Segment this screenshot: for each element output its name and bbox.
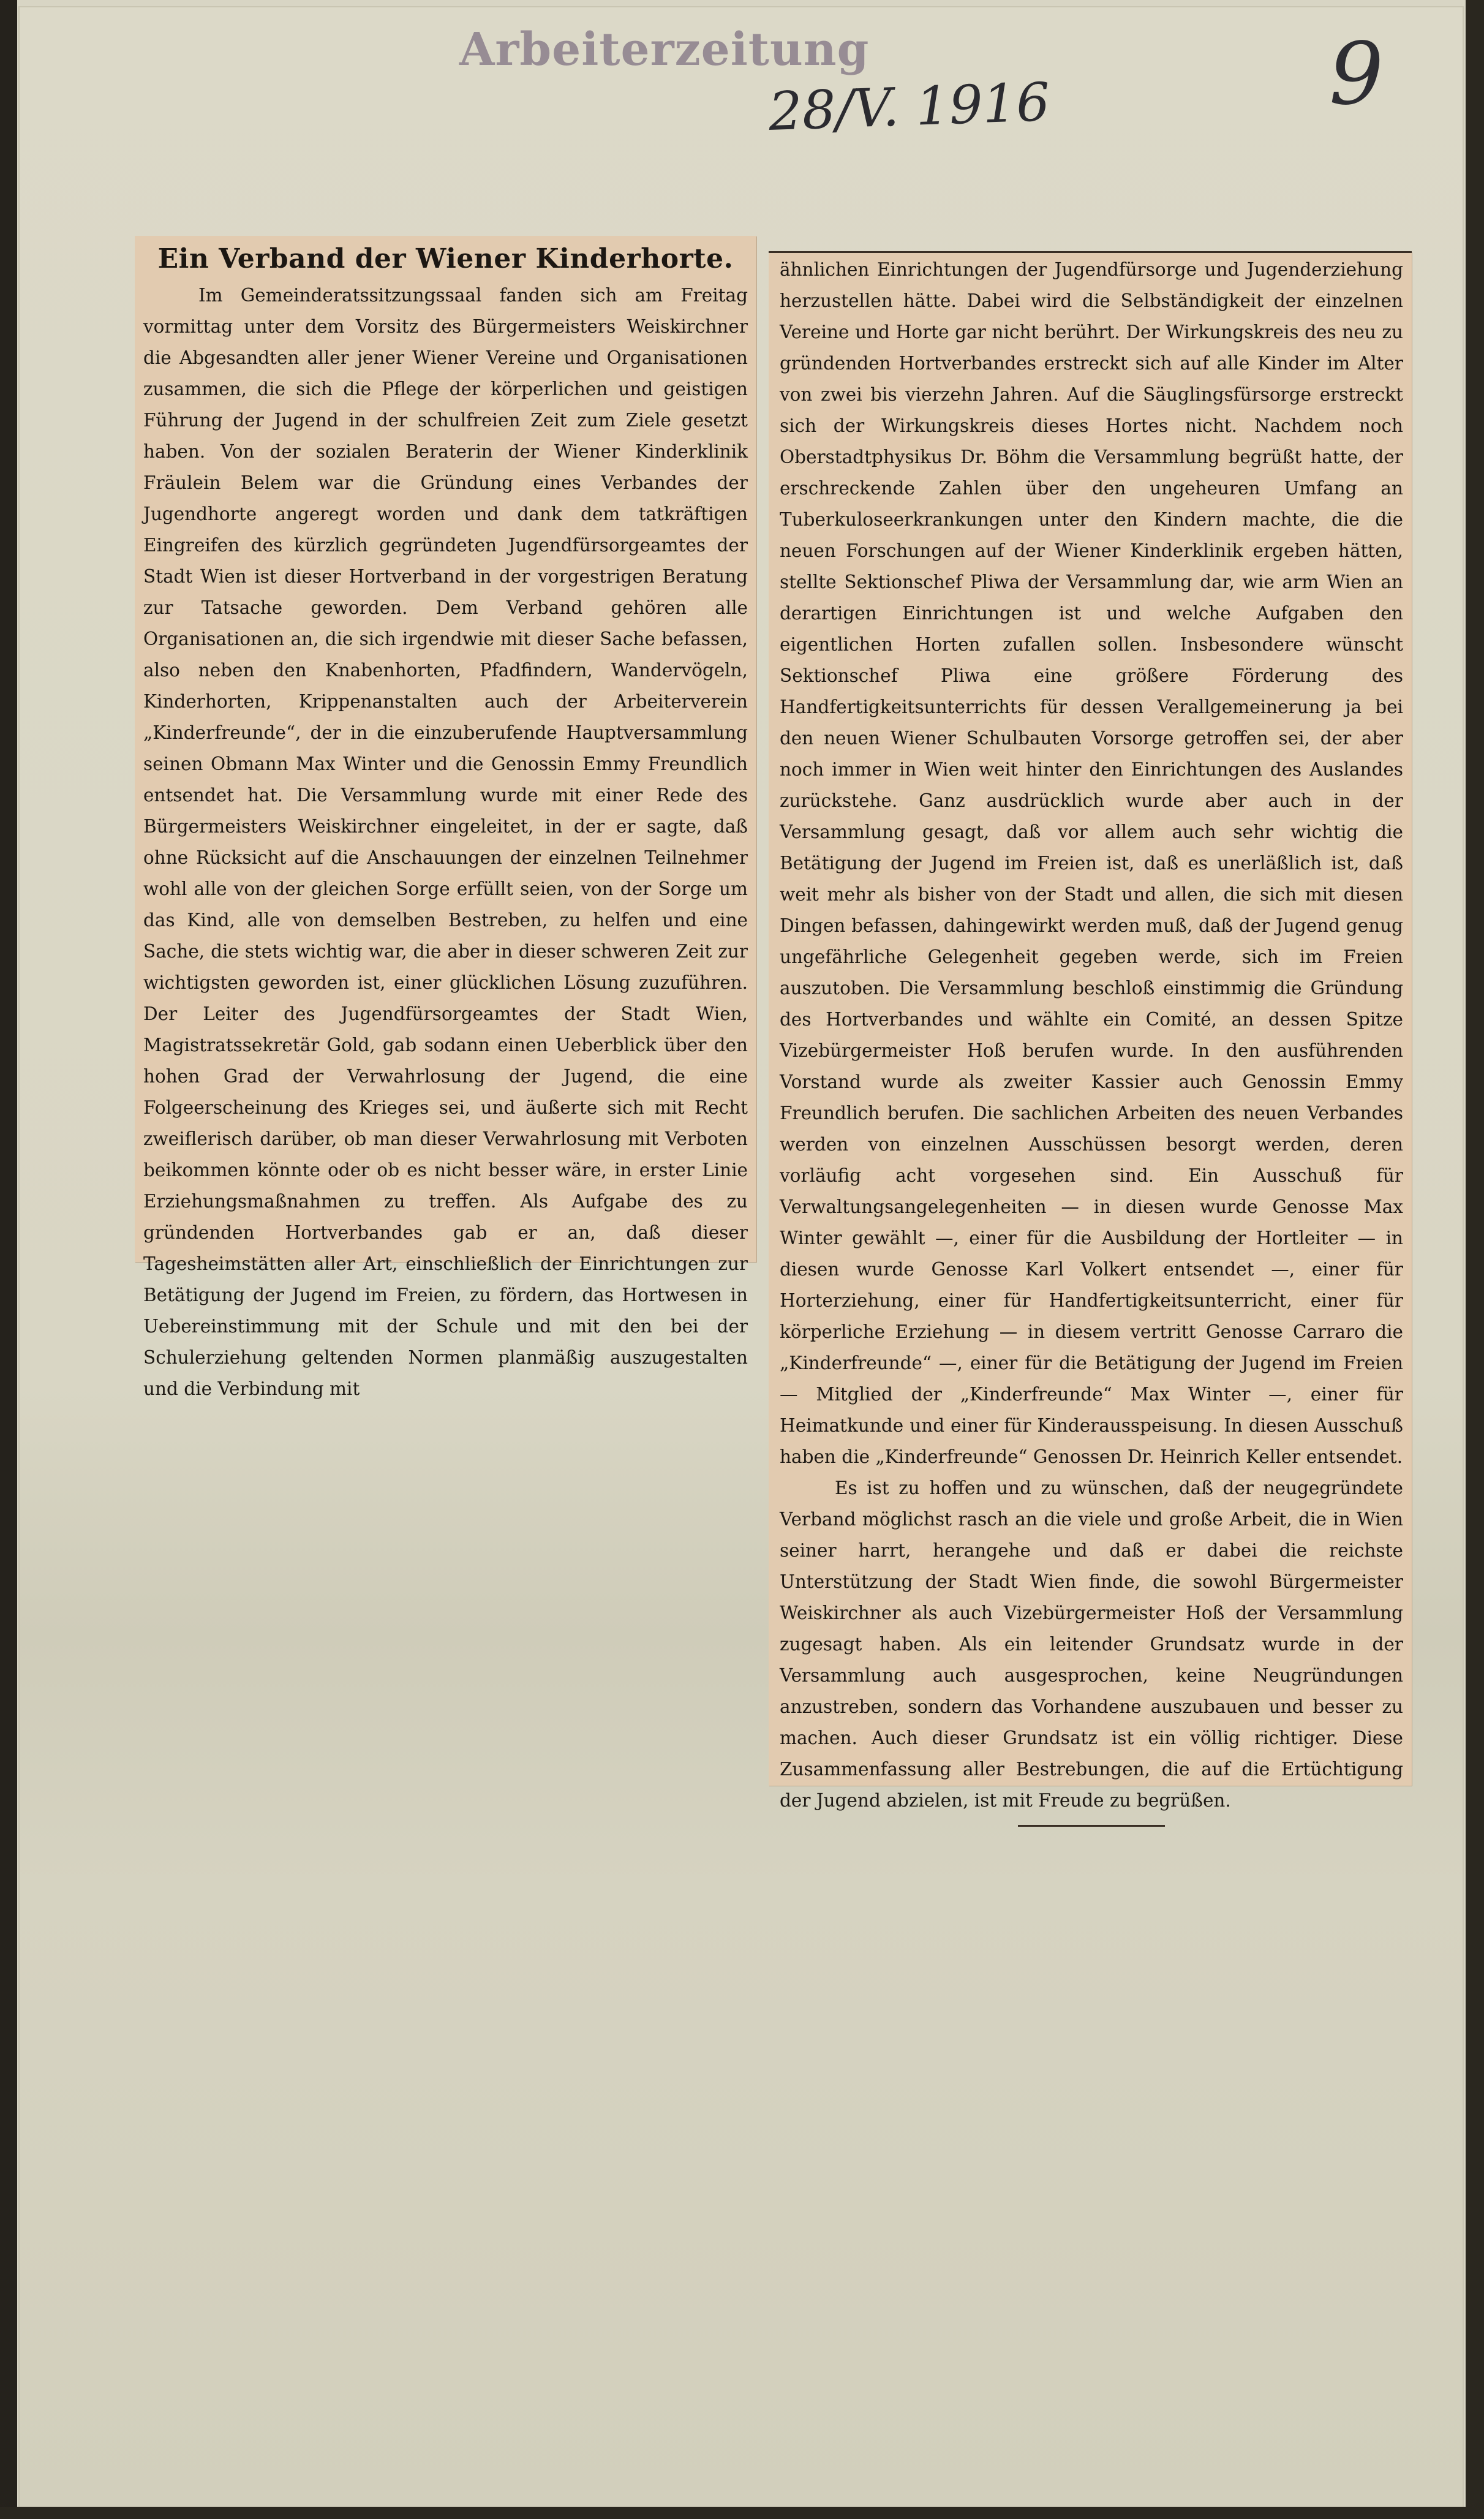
clipping-left-column bbox=[135, 236, 756, 1399]
article-end-rule bbox=[1018, 1825, 1165, 1827]
scan-bottom-border bbox=[0, 2507, 1484, 2519]
article-column-2-paragraph-1: ähnlichen Einrichtungen der Jugendfürsorge und Jugenderziehung herzustellen hätte. Dabei wird die Selbständigkeit der einzelnen Vereine und Horte gar nicht berührt. Der Wirkungskreis des neu zu gründenden Hortverbandes erstreckt sich auf alle Kinder im Alter von zwei bis vierzehn Jahren. Auf die Säuglingsfürsorge erstreckt sich der Wirkungskreis dieses Hortes nicht. Nachdem noch Oberstadtphysikus Dr. Böhm die Versammlung begrüßt hatte, der erschreckende Zahlen über den ungeheuren Umfang an Tuberkuloseerkrankungen unter den Kindern machte, die die neuen Forschungen auf der Wiener Kinderklinik ergeben hätten, stellte Sektionschef Pliwa der Versammlung dar, wie arm Wien an derartigen Einrichtungen ist und welche Aufgaben den eigentlichen Horten zufallen sollen. Insbesondere wünscht Sektionschef Pliwa eine größere Förderung des Handfertigkeitsunterrichts für dessen Verallgemeinerung ja bei den neuen Wiener Schulbauten Vorsorge getroffen sei, der aber noch immer in Wien weit hinter den Einrichtungen des Auslandes zurückstehe. Ganz ausdrücklich wurde aber auch in der Versammlung gesagt, daß vor allem auch sehr wichtig die Betätigung der Jugend im Freien ist, daß es unerläßlich ist, daß weit mehr als bisher von der Stadt und allen, die sich mit diesen Dingen befassen, dahingewirkt werden muß, daß der Jugend genug ungefährliche Gelegenheit gegeben werde, sich im Freien auszutoben. Die Versammlung beschloß einstimmig die Gründung des Hortverbandes und wählte ein Comité, an dessen Spitze Vizebürgermeister Hoß berufen wurde. In den ausführenden Vorstand wurde als zweiter Kassier auch Genossin Emmy Freundlich berufen. Die sachlichen Arbeiten des neuen Verbandes werden von einzelnen Ausschüssen besorgt werden, deren vorläufig acht vorgesehen sind. Ein Ausschuß für Verwaltungsangelegenheiten — in diesen wurde Genosse Max Winter gewählt —, einer für die Ausbildung der Hortleiter — in diesen wurde Genosse Karl Volkert entsendet —, einer für Horterziehung, einer für Handfertigkeitsunterricht, einer für körperliche Erziehung — in diesem vertritt Genosse Carraro die „Kinderfreunde“ —, einer für die Betätigung der Jugend im Freien — Mitglied der „Kinderfreunde“ Max Winter —, einer für Heimatkunde und einer für Kinderausspeisung. In diesen Ausschuß haben die „Kinderfreunde“ Genossen Dr. Heinrich Keller entsendet. bbox=[780, 259, 1403, 1467]
newspaper-stamp: Arbeiterzeitung bbox=[459, 23, 870, 76]
article-column-1: Im Gemeinderatssitzungssaal fanden sich am Freitag vormittag unter dem Vorsitz des Bürgermeisters Weiskirchner die Abgesandten aller jener Wiener Vereine und Organisationen zusammen, die sich die Pflege der körperlichen und geistigen Führung der Jugend in der schulfreien Zeit zum Ziele gesetzt haben. Von der sozialen Beraterin der Wiener Kinderklinik Fräulein Belem war die Gründung eines Verbandes der Jugendhorte angeregt worden und dank dem tatkräftigen Eingreifen des kürzlich gegründeten Jugendfürsorgeamtes der Stadt Wien ist dieser Hortverband in der vorgestrigen Beratung zur Tatsache geworden. Dem Verband gehören alle Organisationen an, die sich irgendwie mit dieser Sache befassen, also neben den Knabenhorten, Pfadfindern, Wandervögeln, Kinderhorten, Krippenanstalten auch der Arbeiterverein „Kinderfreunde“, der in die einzuberufende Hauptversammlung seinen Obmann Max Winter und die Genossin Emmy Freundlich entsendet hat. Die Versammlung wurde mit einer Rede des Bürgermeisters Weiskirchner eingeleitet, in der er sagte, daß ohne Rücksicht auf die Anschauungen der einzelnen Teilnehmer wohl alle von der gleichen Sorge erfüllt seien, von der Sorge um das Kind, alle von demselben Bestreben, zu helfen und eine Sache, die stets wichtig war, die aber in dieser schweren Zeit zur wichtigsten geworden ist, einer glücklichen Lösung zuzuführen. Der Leiter des Jugendfürsorgeamtes der Stadt Wien, Magistratssekretär Gold, gab sodann einen Ueberblick über den hohen Grad der Verwahrlosung der Jugend, die eine Folgeerscheinung des Krieges sei, und äußerte sich mit Recht zweiflerisch darüber, ob man dieser Verwahrlosung mit Verboten beikommen könnte oder ob es nicht besser wäre, in erster Linie Erziehungsmaßnahmen zu treffen. Als Aufgabe des zu gründenden Hortverbandes gab er an, daß dieser Tagesheimstätten aller Art, einschließlich der Einrichtungen zur Betätigung der Jugend im Freien, zu fördern, das Hortwesen in Uebereinstimmung mit der Schule und mit den bei der Schulerziehung geltenden Normen planmäßig auszugestalten und die Verbindung mit bbox=[143, 285, 748, 1399]
handwritten-date: 28/V. 1916 bbox=[767, 72, 1051, 143]
article-column-2-paragraph-2: Es ist zu hoffen und zu wünschen, daß der neugegründete Verband möglichst rasch an die viele und große Arbeit, die in Wien seiner harrt, herangehe und daß er dabei die reichste Unterstützung der Stadt Wien finde, die sowohl Bürgermeister Weiskirchner als auch Vizebürgermeister Hoß der Versammlung zugesagt haben. Als ein leitender Grundsatz wurde in der Versammlung auch ausgesprochen, keine Neugründungen anzustreben, sondern das Vorhandene auszubauen und besser zu machen. Auch dieser Grundsatz ist ein völlig richtiger. Diese Zusammenfassung aller Bestrebungen, die auf die Ertüchtigung der Jugend abzielen, ist mit Freude zu begrüßen. bbox=[780, 1478, 1403, 1811]
article-headline: Ein Verband der Wiener Kinderhorte. bbox=[157, 243, 734, 274]
handwritten-mark: 9 bbox=[1329, 25, 1384, 124]
scan-right-border bbox=[1466, 0, 1484, 2519]
scan-left-border bbox=[0, 0, 17, 2519]
clipping-right-column bbox=[769, 251, 1412, 1811]
